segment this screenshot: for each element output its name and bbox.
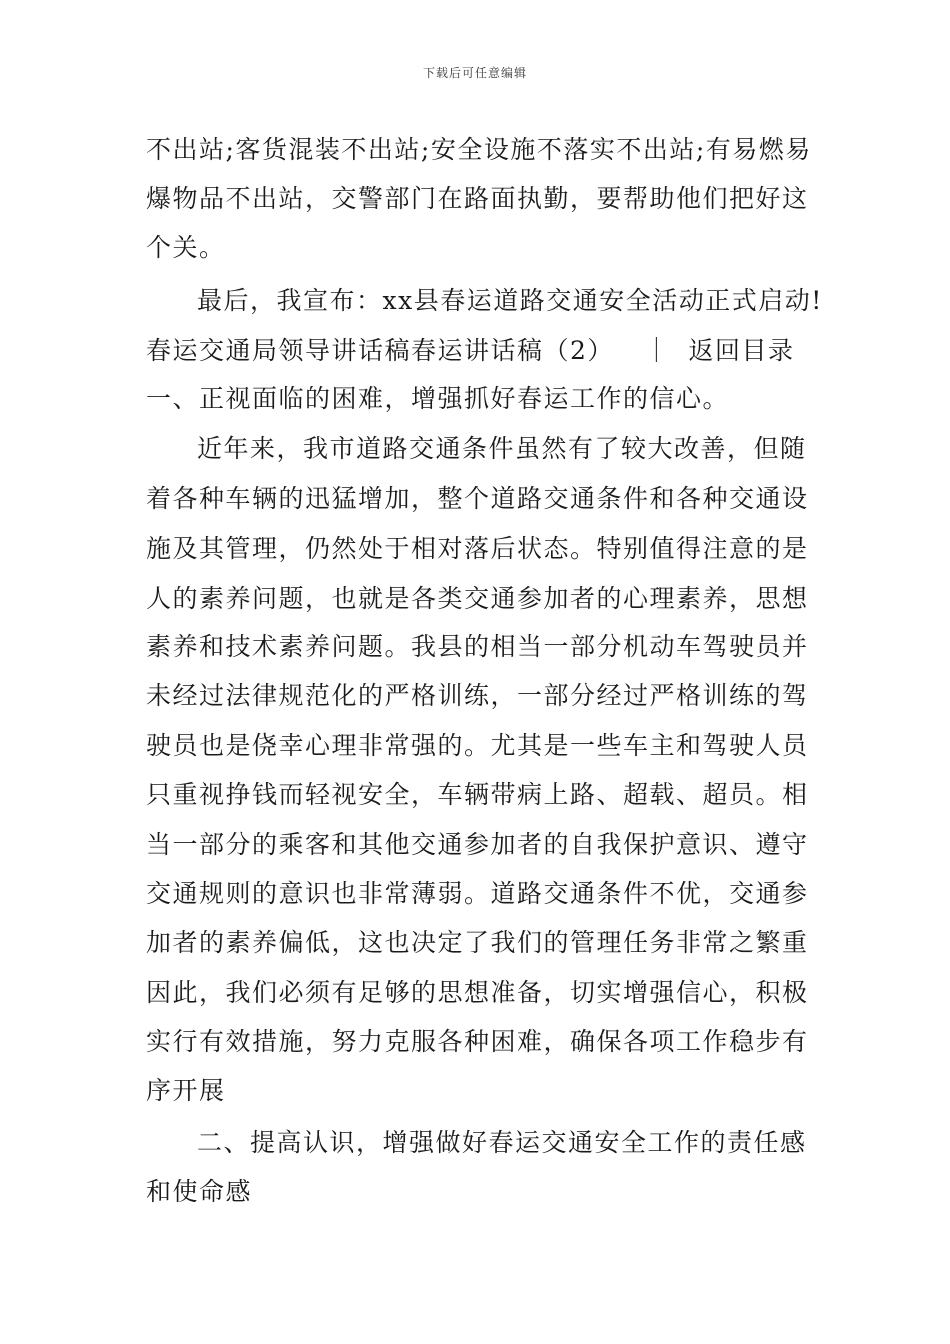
body-line: 驶员也是侥幸心理非常强的。尤其是一些车主和驾驶人员 xyxy=(146,731,809,760)
body-line: 交通规则的意识也非常薄弱。道路交通条件不优，交通参 xyxy=(146,879,809,908)
body-line: 不出站;客货混装不出站;安全设施不落实不出站;有易燃易 xyxy=(146,135,812,164)
body-line: 个关。 xyxy=(146,233,226,262)
body-line: 序开展 xyxy=(146,1076,226,1105)
body-line: 因此，我们必须有足够的思想准备，切实增强信心，积极 xyxy=(146,978,809,1007)
body-line: 实行有效措施，努力克服各种困难，确保各项工作稳步有 xyxy=(146,1027,809,1056)
body-line: 未经过法律规范化的严格训练，一部分经过严格训练的驾 xyxy=(146,681,809,710)
section-heading: 二、提高认识，增强做好春运交通安全工作的责任感 xyxy=(197,1128,807,1157)
body-line: 加者的素养偏低，这也决定了我们的管理任务非常之繁重 xyxy=(146,928,809,957)
back-to-toc-link[interactable]: 返回目录 xyxy=(688,336,795,365)
body-line: 只重视挣钱而轻视安全，车辆带病上路、超载、超员。相 xyxy=(146,780,809,809)
body-line: 爆物品不出站，交警部门在路面执勤，要帮助他们把好这 xyxy=(146,184,809,213)
body-line: 当一部分的乘客和其他交通参加者的自我保护意识、遵守 xyxy=(146,830,809,859)
body-line: 近年来，我市道路交通条件虽然有了较大改善，但随 xyxy=(197,434,807,463)
section-heading-continued: 和使命感 xyxy=(146,1177,253,1206)
body-line: 施及其管理，仍然处于相对落后状态。特别值得注意的是 xyxy=(146,534,809,563)
section-title: 春运交通局领导讲话稿春运讲话稿（2） xyxy=(146,336,614,365)
toc-separator: ｜ xyxy=(643,336,671,365)
section-heading: 一、正视面临的困难，增强抓好春运工作的信心。 xyxy=(146,384,730,413)
body-line: 着各种车辆的迅猛增加，整个道路交通条件和各种交通设 xyxy=(146,484,809,513)
body-line: 最后，我宣布：xx县春运道路交通安全活动正式启动! xyxy=(197,286,823,315)
body-line: 人的素养问题，也就是各类交通参加者的心理素养，思想 xyxy=(146,584,809,613)
toc-entry-line xyxy=(146,336,806,366)
body-line: 素养和技术素养问题。我县的相当一部分机动车驾驶员并 xyxy=(146,632,809,661)
header-note: 下载后可任意编辑 xyxy=(422,66,527,80)
